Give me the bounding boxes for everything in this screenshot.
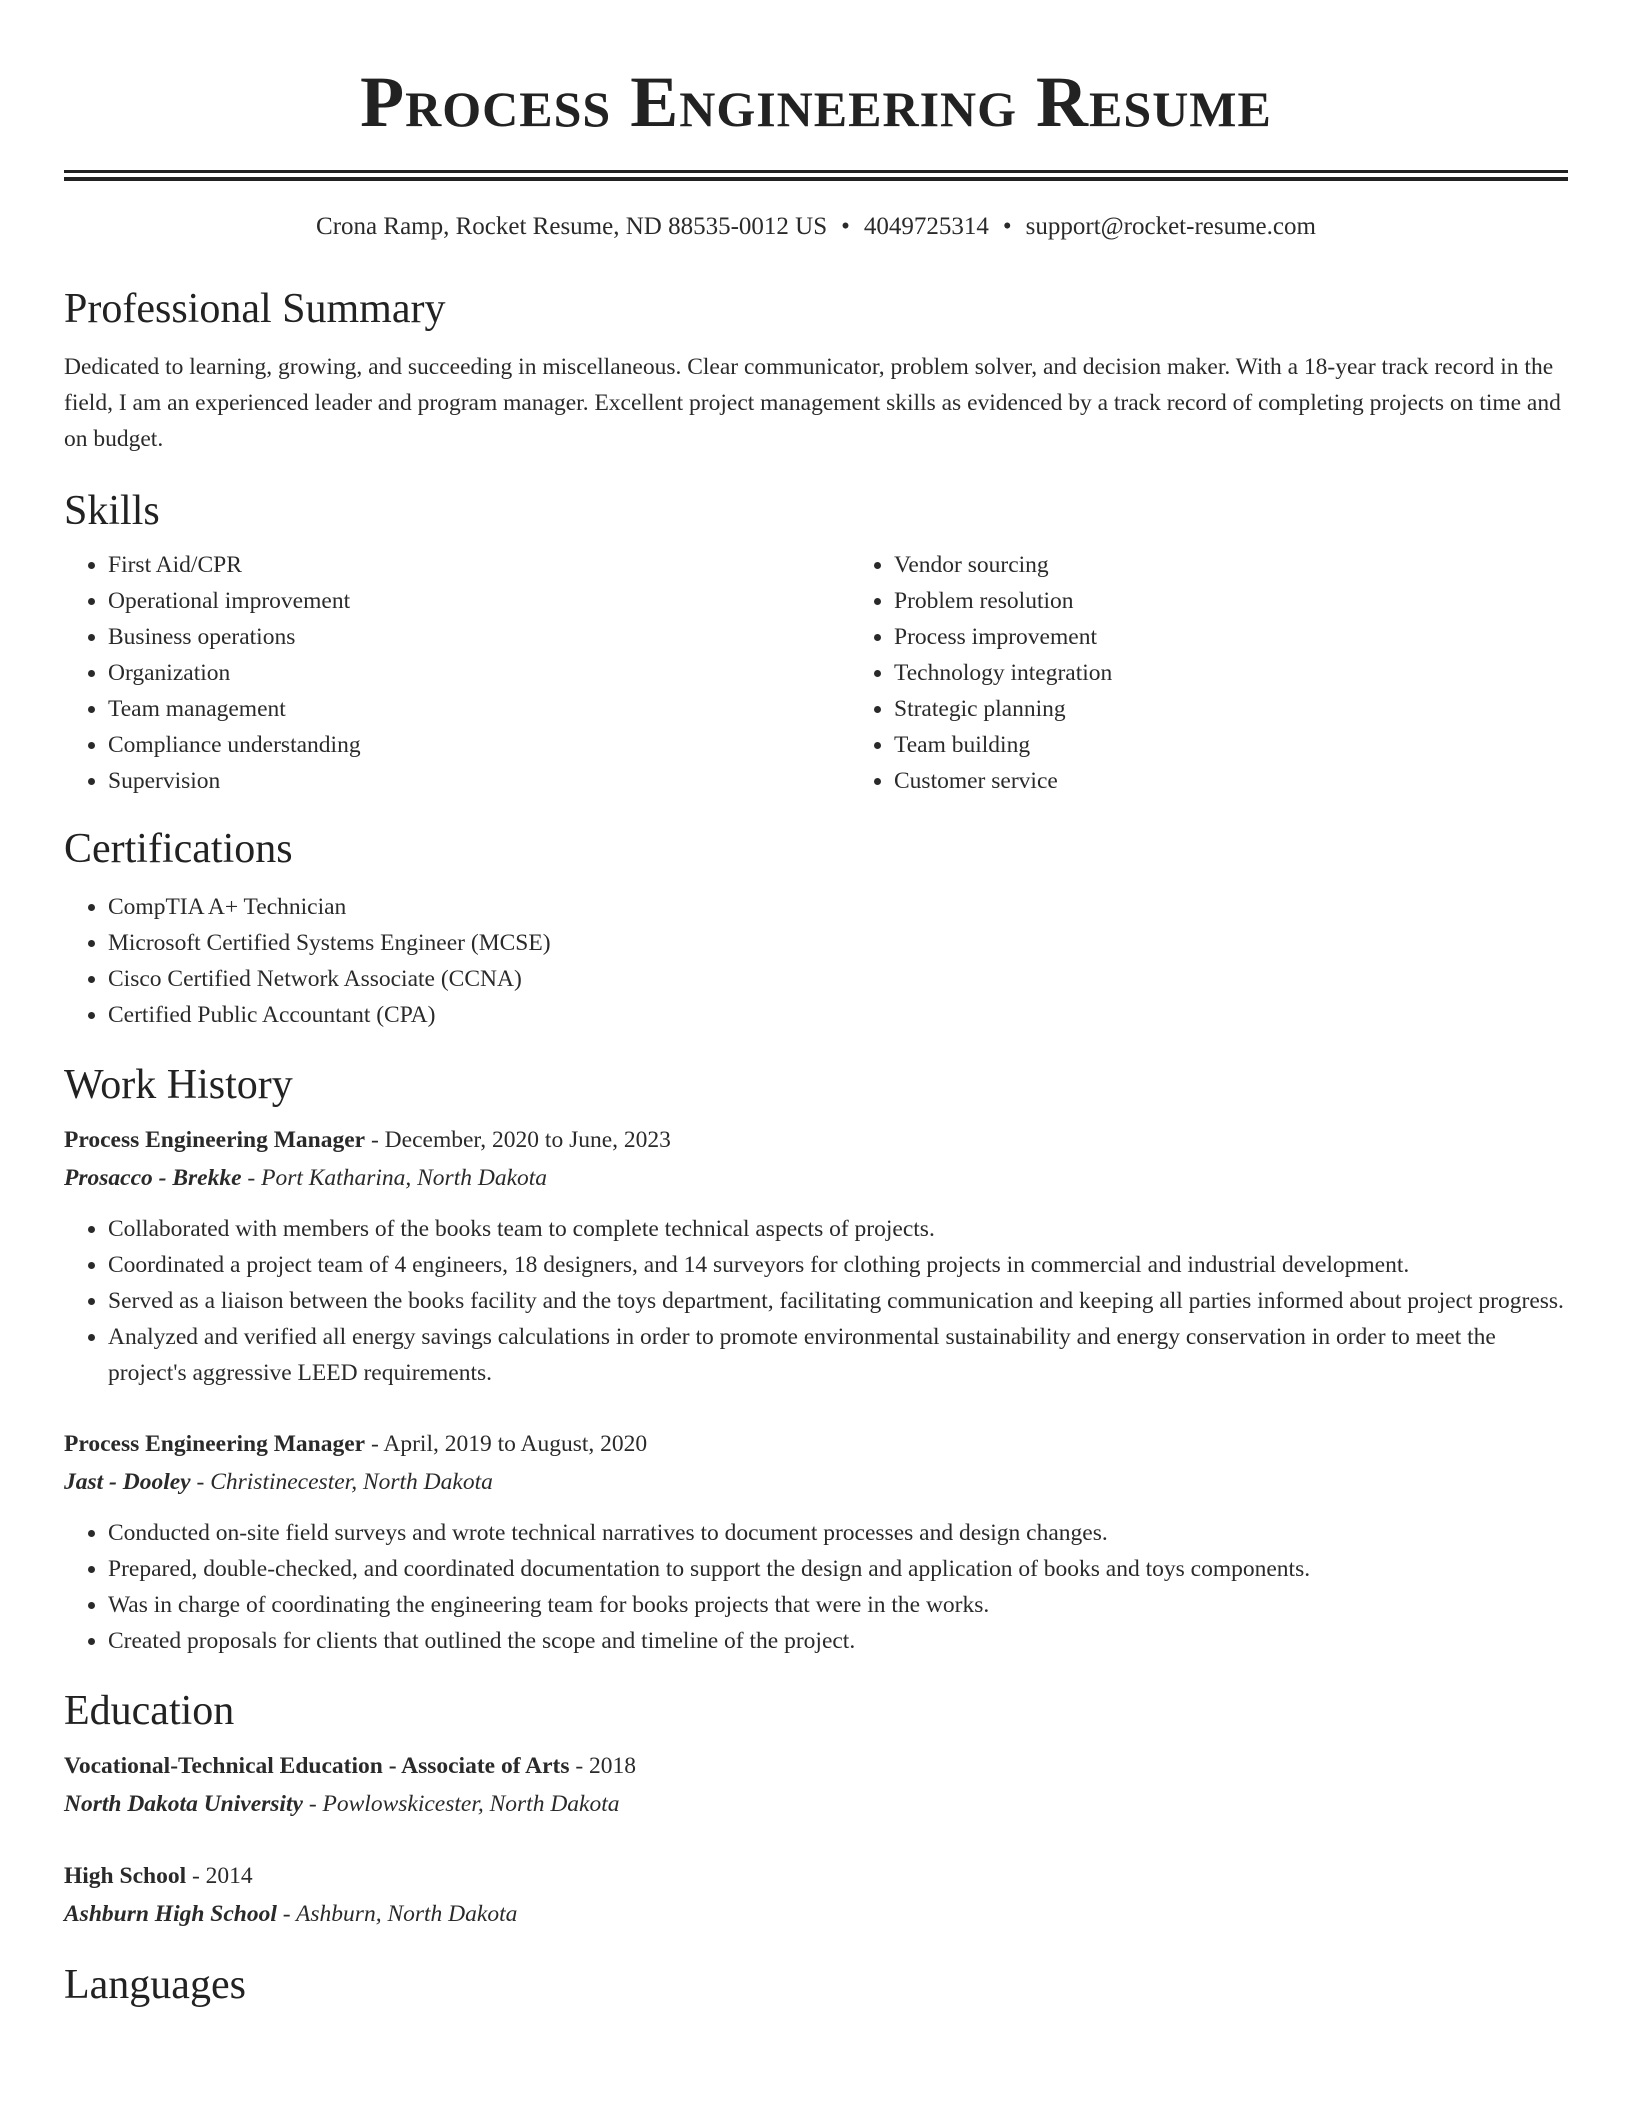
job-title: Process Engineering Manager xyxy=(64,1431,366,1457)
degree-year: - 2014 xyxy=(186,1863,253,1889)
skill-item: • Strategic planning xyxy=(894,691,1112,727)
employer-location: - Port Katharina, North Dakota xyxy=(241,1165,548,1191)
contact-phone: 4049725314 xyxy=(863,213,989,240)
education-heading: Education xyxy=(64,1688,235,1734)
job-bullet: • Collaborated with members of the books team to complete technical aspects of projects. xyxy=(108,1211,1568,1247)
work-history-section xyxy=(64,1059,1568,1659)
degree-name: High School xyxy=(64,1863,187,1889)
skill-item: • Problem resolution xyxy=(894,583,1112,619)
skill-item: • Compliance understanding xyxy=(108,727,850,763)
skill-item: • Team management xyxy=(108,691,850,727)
education-entry xyxy=(64,1857,1568,1933)
skill-item: • Supervision xyxy=(108,763,850,799)
contact-separator: • xyxy=(1002,213,1012,240)
degree-year: - 2018 xyxy=(569,1753,637,1779)
job-bullet: • Coordinated a project team of 4 engineers, 18 designers, and 14 surveyors for clothing projects in commercial and industrial development. xyxy=(108,1247,1568,1283)
job-bullet: • Conducted on-site field surveys and wrote technical narratives to document processes and design changes. xyxy=(108,1515,1568,1551)
job-dates: - April, 2019 to August, 2020 xyxy=(365,1431,648,1457)
skill-item: • Process improvement xyxy=(894,619,1112,655)
school-line xyxy=(64,1895,1568,1933)
languages-heading: Languages xyxy=(64,1962,246,2008)
education-section xyxy=(64,1685,1568,1933)
job-bullet: • Prepared, double-checked, and coordinated documentation to support the design and application of books and toys components. xyxy=(108,1551,1568,1587)
employer-name: Jast - Dooley xyxy=(64,1469,191,1495)
degree-line xyxy=(64,1857,1568,1895)
skills-heading: Skills xyxy=(64,488,160,534)
employer-line xyxy=(64,1463,1568,1501)
job-bullet: • Served as a liaison between the books facility and the toys department, facilitating communication and keeping all parties informed about project progress. xyxy=(108,1283,1568,1319)
employer-location: - Christinecester, North Dakota xyxy=(190,1469,493,1495)
education-entry xyxy=(64,1747,1568,1823)
work-history-heading: Work History xyxy=(64,1062,293,1108)
skills-list-right xyxy=(850,547,1112,799)
skill-item: • Team building xyxy=(894,727,1112,763)
skills-columns xyxy=(64,547,1568,799)
certifications-list xyxy=(64,889,1568,1033)
resume-title: Process Engineering Resume xyxy=(360,62,1272,142)
summary-heading: Professional Summary xyxy=(64,286,446,332)
employer-line xyxy=(64,1159,1568,1197)
summary-section xyxy=(64,283,1568,457)
skill-item: • First Aid/CPR xyxy=(108,547,850,583)
skill-item: • Customer service xyxy=(894,763,1112,799)
languages-section xyxy=(64,1959,1568,2011)
job-bullet: • Was in charge of coordinating the engineering team for books projects that were in the works. xyxy=(108,1587,1568,1623)
skill-item: • Organization xyxy=(108,655,850,691)
contact-address: Crona Ramp, Rocket Resume, ND 88535-0012 US xyxy=(316,213,828,240)
skills-section xyxy=(64,485,1568,799)
job-title-line xyxy=(64,1121,1568,1159)
job-bullets xyxy=(64,1211,1568,1391)
certification-item: • Cisco Certified Network Associate (CCNA) xyxy=(108,961,1568,997)
job-dates: - December, 2020 to June, 2023 xyxy=(365,1127,671,1153)
job-title: Process Engineering Manager xyxy=(64,1127,366,1153)
skill-item: • Operational improvement xyxy=(108,583,850,619)
certifications-section xyxy=(64,823,1568,1033)
school-line xyxy=(64,1785,1568,1823)
skill-item: • Business operations xyxy=(108,619,850,655)
job-bullets xyxy=(64,1515,1568,1659)
school-name: Ashburn High School xyxy=(64,1901,277,1927)
summary-text: Dedicated to learning, growing, and succeeding in miscellaneous. Clear communicator, problem solver, and decision maker. With a 18-year track record in the field, I am an experienced leader and program manager. Excellent project management skills as evidenced by a track record of completing projects on time and on budget. xyxy=(64,354,1561,452)
skills-list-left xyxy=(64,547,850,799)
contact-line xyxy=(64,211,1568,243)
certification-item: • Certified Public Accountant (CPA) xyxy=(108,997,1568,1033)
degree-line xyxy=(64,1747,1568,1785)
contact-separator: • xyxy=(841,213,850,240)
job-bullet: • Analyzed and verified all energy savings calculations in order to promote environmental sustainability and energy conservation in order to meet the project's aggressive LEED requirements. xyxy=(108,1319,1568,1391)
certifications-heading: Certifications xyxy=(64,826,293,872)
skill-item: • Vendor sourcing xyxy=(894,547,1112,583)
certification-item: • Microsoft Certified Systems Engineer (MCSE) xyxy=(108,925,1568,961)
employer-name: Prosacco - Brekke xyxy=(64,1165,242,1191)
degree-name: Vocational-Technical Education - Associate of Arts xyxy=(64,1753,570,1779)
school-name: North Dakota University xyxy=(64,1791,303,1817)
contact-email[interactable]: support@rocket-resume.com xyxy=(1025,213,1316,240)
certification-item: • CompTIA A+ Technician xyxy=(108,889,1568,925)
job-title-line xyxy=(64,1425,1568,1463)
title-double-rule xyxy=(64,170,1568,181)
school-location: - Ashburn, North Dakota xyxy=(276,1901,518,1927)
job-bullet: • Created proposals for clients that outlined the scope and timeline of the project. xyxy=(108,1623,1568,1659)
job-entry xyxy=(64,1425,1568,1659)
school-location: - Powlowskicester, North Dakota xyxy=(302,1791,620,1817)
job-entry xyxy=(64,1121,1568,1391)
skill-item: • Technology integration xyxy=(894,655,1112,691)
